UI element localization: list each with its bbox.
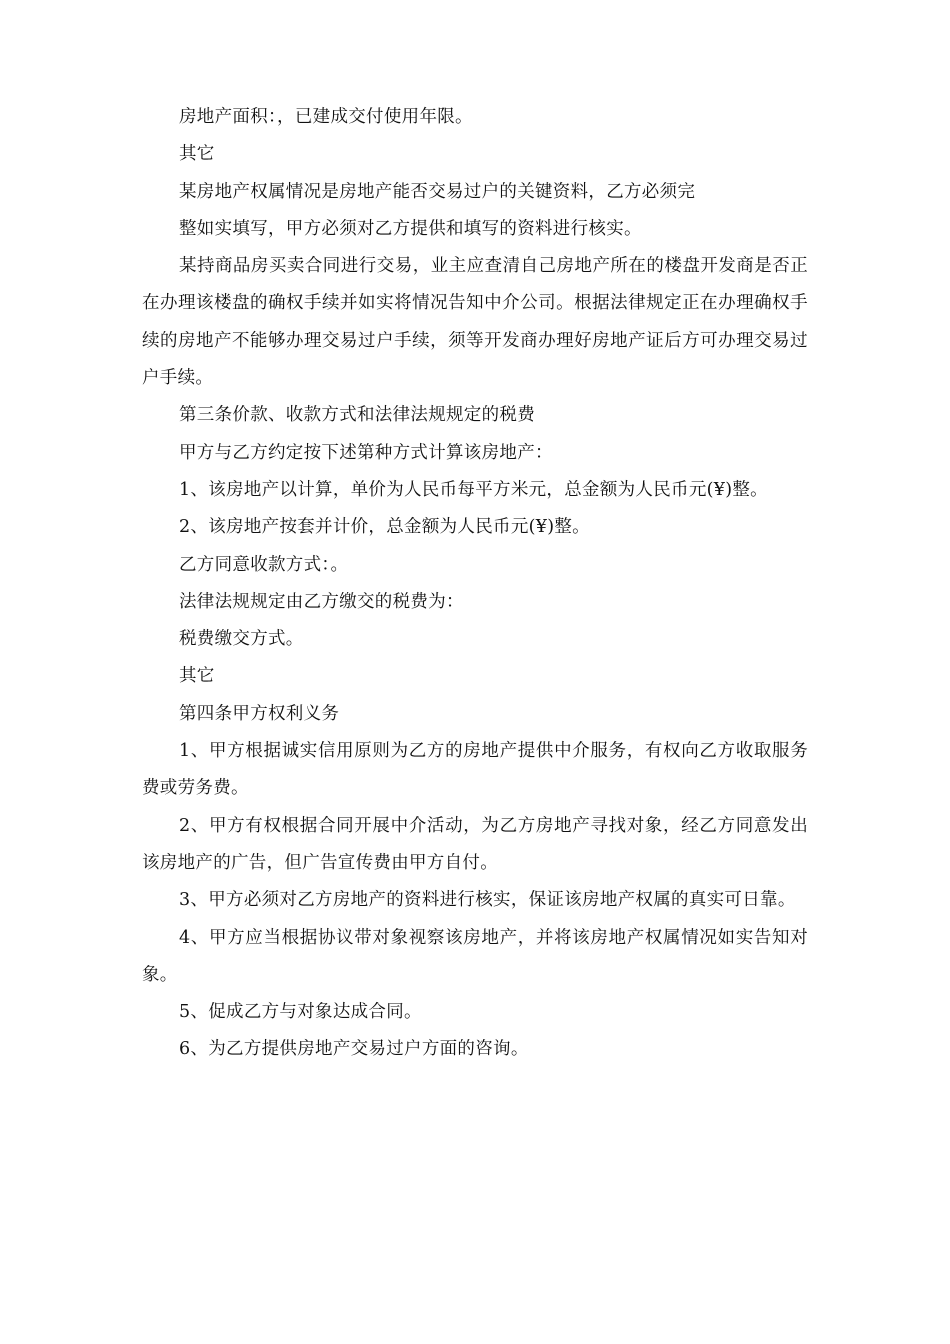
document-body	[142, 99, 808, 1069]
paragraph-payment-method: 乙方同意收款方式：。	[179, 554, 349, 575]
list-item-duty-5: 5、促成乙方与对象达成合同。	[179, 1002, 422, 1023]
list-item-price-2: 2、该房地产按套并计价，总金额为人民币元(¥)整。	[179, 517, 590, 538]
section-heading-article-4: 第四条甲方权利义务	[179, 703, 340, 724]
paragraph-price-method: 甲方与乙方约定按下述第种方式计算该房地产：	[179, 442, 553, 463]
paragraph-taxes: 法律法规规定由乙方缴交的税费为：	[179, 591, 464, 612]
paragraph-other-2: 其它	[179, 666, 215, 687]
list-item-duty-2: 2、甲方有权根据合同开展中介活动，为乙方房地产寻找对象，经乙方同意发出该房地产的广告，但广告宣传费由甲方自付。	[142, 815, 808, 873]
list-item-duty-3: 3、甲方必须对乙方房地产的资料进行核实，保证该房地产权属的真实可日靠。	[179, 890, 796, 911]
list-item-duty-1: 1、甲方根据诚实信用原则为乙方的房地产提供中介服务，有权向乙方收取服务费或劳务费。	[142, 741, 808, 799]
list-item-price-1: 1、该房地产以计算，单价为人民币每平方米元，总金额为人民币元(¥)整。	[179, 479, 768, 500]
paragraph-developer-rights: 某持商品房买卖合同进行交易，业主应查清自己房地产所在的楼盘开发商是否正在办理该楼盘的确权手续并如实将情况告知中介公司。根据法律规定正在办理确权手续的房地产不能够办理交易过户手续，须等开发商办理好房地产证后方可办理交易过户手续。	[142, 256, 808, 389]
paragraph-tax-payment: 税费缴交方式。	[179, 629, 304, 650]
list-item-duty-6: 6、为乙方提供房地产交易过户方面的咨询。	[179, 1039, 529, 1060]
paragraph-fill-truthfully: 整如实填写，甲方必须对乙方提供和填写的资料进行核实。	[179, 218, 642, 239]
list-item-duty-4: 4、甲方应当根据协议带对象视察该房地产，并将该房地产权属情况如实告知对象。	[142, 927, 808, 985]
paragraph-ownership-info: 某房地产权属情况是房地产能否交易过户的关键资料，乙方必须完	[179, 181, 696, 202]
paragraph-other: 其它	[179, 144, 215, 165]
paragraph-area-and-years: 房地产面积：，已建成交付使用年限。	[179, 107, 473, 127]
section-heading-article-3: 第三条价款、收款方式和法律法规规定的税费	[179, 405, 535, 426]
